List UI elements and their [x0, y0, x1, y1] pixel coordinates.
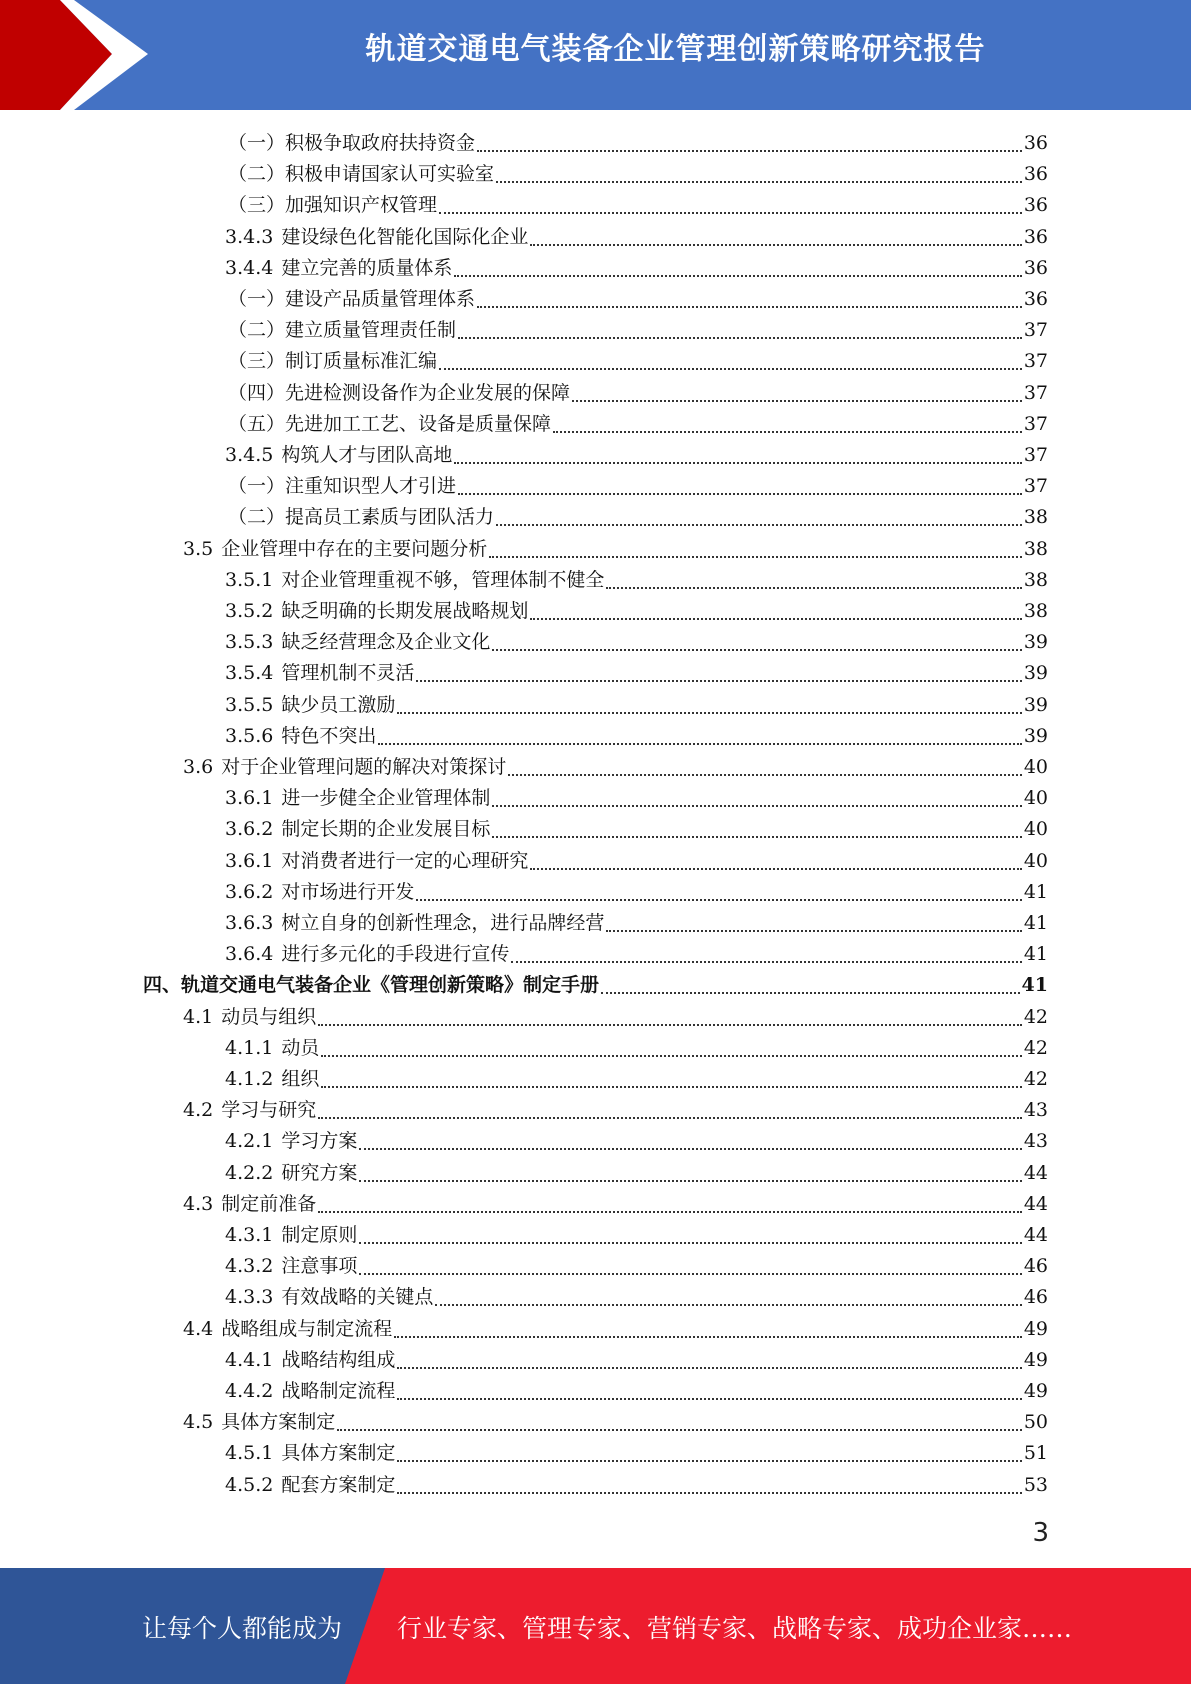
- toc-entry-number: 3.6.4: [225, 943, 274, 965]
- toc-dot-leader: [454, 275, 1021, 277]
- page-number: 3: [1032, 1518, 1049, 1548]
- toc-entry[interactable]: [183, 1314, 1048, 1345]
- toc-entry[interactable]: [225, 222, 1048, 253]
- toc-entry-title: 缺乏明确的长期发展战略规划: [281, 600, 529, 622]
- toc-dot-leader: [321, 1086, 1021, 1088]
- toc-entry-title: 战略制定流程: [281, 1380, 396, 1402]
- toc-entry[interactable]: [225, 1064, 1048, 1095]
- toc-entry[interactable]: [228, 346, 1048, 377]
- toc-entry-number: 4.5: [183, 1411, 214, 1433]
- toc-entry[interactable]: [228, 128, 1048, 159]
- toc-entry-page: 41: [1023, 943, 1048, 965]
- toc-entry-number: 4.2: [183, 1099, 214, 1121]
- footer-slogan-left: 让每个人都能成为: [142, 1614, 343, 1643]
- toc-entry-page: 39: [1023, 725, 1048, 747]
- toc-entry[interactable]: [225, 565, 1048, 596]
- toc-entry-number: 4.4.1: [225, 1349, 274, 1371]
- toc-entry-title: 缺乏经营理念及企业文化: [281, 631, 491, 653]
- toc-entry-title: 特色不突出: [281, 725, 377, 747]
- toc-entry-number: 3.6: [183, 756, 214, 778]
- toc-entry-title: 对于企业管理问题的解决对策探讨: [221, 756, 507, 778]
- toc-entry[interactable]: [183, 1002, 1048, 1033]
- toc-entry-title: （五）先进加工工艺、设备是质量保障: [228, 413, 552, 435]
- toc-dot-leader: [530, 244, 1021, 246]
- toc-dot-leader: [458, 337, 1022, 339]
- toc-entry-number: 4.4: [183, 1318, 214, 1340]
- toc-entry-number: 3.4.3: [225, 226, 274, 248]
- toc-dot-leader: [397, 1398, 1021, 1400]
- toc-entry[interactable]: [225, 1345, 1048, 1376]
- toc-entry[interactable]: [183, 1095, 1048, 1126]
- toc-entry-title: 建立完善的质量体系: [281, 257, 453, 279]
- toc-dot-leader: [458, 493, 1022, 495]
- toc-entry[interactable]: [143, 970, 1048, 1001]
- toc-entry-page: 36: [1023, 163, 1048, 185]
- toc-entry-page: 37: [1023, 444, 1048, 466]
- toc-entry[interactable]: [225, 908, 1048, 939]
- toc-entry-page: 44: [1023, 1193, 1048, 1215]
- toc-dot-leader: [511, 961, 1021, 963]
- toc-entry-page: 38: [1023, 538, 1048, 560]
- toc-entry-title: （三）加强知识产权管理: [228, 194, 438, 216]
- toc-entry[interactable]: [228, 378, 1048, 409]
- toc-entry-number: 4.3.3: [225, 1286, 274, 1308]
- toc-entry-title: （四）先进检测设备作为企业发展的保障: [228, 382, 571, 404]
- toc-entry-number: 4.2.1: [225, 1130, 274, 1152]
- toc-dot-leader: [359, 1180, 1021, 1182]
- toc-entry-page: 42: [1023, 1068, 1048, 1090]
- toc-entry-page: 36: [1023, 132, 1048, 154]
- toc-entry-number: 4.3.2: [225, 1255, 274, 1277]
- toc-entry-page: 42: [1023, 1037, 1048, 1059]
- toc-entry-page: 37: [1023, 413, 1048, 435]
- toc-dot-leader: [530, 618, 1021, 620]
- toc-dot-leader: [337, 1429, 1022, 1431]
- toc-entry-title: 学习与研究: [221, 1099, 317, 1121]
- toc-entry-page: 39: [1023, 662, 1048, 684]
- toc-entry-number: 3.4.5: [225, 444, 274, 466]
- toc-dot-leader: [496, 524, 1022, 526]
- toc-entry-page: 42: [1023, 1006, 1048, 1028]
- toc-entry-page: 53: [1023, 1474, 1048, 1496]
- toc-entry-page: 43: [1023, 1099, 1048, 1121]
- toc-dot-leader: [359, 1148, 1021, 1150]
- toc-dot-leader: [492, 836, 1021, 838]
- toc-entry[interactable]: [225, 1438, 1048, 1469]
- toc-entry-number: 3.5.2: [225, 600, 274, 622]
- toc-entry-title: 组织: [281, 1068, 320, 1090]
- toc-entry-title: 对消费者进行一定的心理研究: [281, 850, 529, 872]
- toc-entry-number: 4.4.2: [225, 1380, 274, 1402]
- toc-entry[interactable]: [225, 1220, 1048, 1251]
- toc-entry-page: 39: [1023, 631, 1048, 653]
- toc-entry[interactable]: [228, 159, 1048, 190]
- toc-entry[interactable]: [225, 627, 1048, 658]
- page-header: [0, 0, 1191, 110]
- toc-dot-leader: [318, 1117, 1022, 1119]
- toc-entry-title: （二）建立质量管理责任制: [228, 319, 457, 341]
- toc-entry[interactable]: [225, 658, 1048, 689]
- toc-entry[interactable]: [183, 1189, 1048, 1220]
- toc-entry-number: 3.6.3: [225, 912, 274, 934]
- toc-entry-title: 具体方案制定: [221, 1411, 336, 1433]
- toc-entry-title: （一）建设产品质量管理体系: [228, 288, 476, 310]
- toc-entry-title: 动员与组织: [221, 1006, 317, 1028]
- toc-entry-page: 49: [1023, 1318, 1048, 1340]
- toc-entry-title: 缺少员工激励: [281, 694, 396, 716]
- toc-dot-leader: [318, 1024, 1022, 1026]
- toc-entry[interactable]: [225, 877, 1048, 908]
- toc-entry-title: （一）积极争取政府扶持资金: [228, 132, 476, 154]
- toc-entry-page: 40: [1023, 850, 1048, 872]
- toc-entry-number: 3.4.4: [225, 257, 274, 279]
- toc-entry-number: 3.6.2: [225, 881, 274, 903]
- toc-entry[interactable]: [225, 846, 1048, 877]
- toc-entry-title: （二）积极申请国家认可实验室: [228, 163, 495, 185]
- toc-entry-title: 配套方案制定: [281, 1474, 396, 1496]
- toc-entry-title: 对市场进行开发: [281, 881, 415, 903]
- toc-entry-title: 构筑人才与团队高地: [281, 444, 453, 466]
- toc-entry[interactable]: [225, 783, 1048, 814]
- toc-entry-page: 40: [1023, 787, 1048, 809]
- toc-dot-leader: [606, 587, 1021, 589]
- toc-dot-leader: [397, 1492, 1021, 1494]
- toc-entry-number: 4.3: [183, 1193, 214, 1215]
- toc-entry[interactable]: [183, 1407, 1048, 1438]
- toc-dot-leader: [397, 1460, 1021, 1462]
- toc-entry-title: 进一步健全企业管理体制: [281, 787, 491, 809]
- toc-entry[interactable]: [228, 409, 1048, 440]
- toc-entry[interactable]: [228, 471, 1048, 502]
- toc-entry-page: 50: [1023, 1411, 1048, 1433]
- toc-entry[interactable]: [228, 284, 1048, 315]
- toc-entry-page: 36: [1023, 194, 1048, 216]
- toc-dot-leader: [318, 1211, 1022, 1213]
- toc-entry[interactable]: [228, 315, 1048, 346]
- header-chevron-graphic: [0, 0, 160, 110]
- toc-dot-leader: [572, 400, 1022, 402]
- toc-entry-number: 3.5: [183, 538, 214, 560]
- toc-entry-title: 注意事项: [281, 1255, 358, 1277]
- toc-entry-title: 学习方案: [281, 1130, 358, 1152]
- toc-dot-leader: [492, 805, 1021, 807]
- toc-entry-number: 3.5.1: [225, 569, 274, 591]
- toc-entry-page: 40: [1023, 756, 1048, 778]
- toc-entry-title: （二）提高员工素质与团队活力: [228, 506, 495, 528]
- header-title: 轨道交通电气装备企业管理创新策略研究报告: [365, 32, 986, 67]
- toc-entry[interactable]: [225, 814, 1048, 845]
- toc-entry-title: 战略结构组成: [281, 1349, 396, 1371]
- toc-entry-title: 具体方案制定: [281, 1442, 396, 1464]
- toc-entry[interactable]: [225, 1033, 1048, 1064]
- toc-dot-leader: [416, 680, 1021, 682]
- toc-dot-leader: [606, 930, 1021, 932]
- toc-entry-page: 38: [1023, 600, 1048, 622]
- toc-dot-leader: [601, 992, 1020, 994]
- toc-entry-page: 37: [1023, 382, 1048, 404]
- toc-entry[interactable]: [228, 502, 1048, 533]
- toc-entry-title: 对企业管理重视不够，管理体制不健全: [281, 569, 605, 591]
- toc-dot-leader: [416, 899, 1021, 901]
- toc-entry[interactable]: [225, 1126, 1048, 1157]
- toc-entry-page: 41: [1023, 881, 1048, 903]
- toc-entry[interactable]: [183, 534, 1048, 565]
- toc-entry[interactable]: [225, 721, 1048, 752]
- toc-dot-leader: [508, 774, 1022, 776]
- toc-entry[interactable]: [183, 752, 1048, 783]
- toc-entry-page: 38: [1023, 506, 1048, 528]
- toc-entry-title: 制定长期的企业发展目标: [281, 818, 491, 840]
- toc-dot-leader: [435, 1304, 1021, 1306]
- toc-dot-leader: [439, 368, 1022, 370]
- toc-entry-number: 3.5.5: [225, 694, 274, 716]
- toc-dot-leader: [378, 743, 1021, 745]
- toc-entry-page: 37: [1023, 319, 1048, 341]
- toc-dot-leader: [394, 1336, 1022, 1338]
- toc-entry-title: 制定原则: [281, 1224, 358, 1246]
- toc-entry[interactable]: [225, 253, 1048, 284]
- toc-entry[interactable]: [225, 1282, 1048, 1313]
- toc-entry-page: 36: [1023, 288, 1048, 310]
- toc-entry-number: 4.1: [183, 1006, 214, 1028]
- toc-entry-title: 进行多元化的手段进行宣传: [281, 943, 510, 965]
- toc-entry-title: 有效战略的关键点: [281, 1286, 434, 1308]
- toc-entry-page: 37: [1023, 475, 1048, 497]
- toc-dot-leader: [397, 1367, 1021, 1369]
- toc-entry-title: 研究方案: [281, 1162, 358, 1184]
- toc-entry-page: 41: [1021, 974, 1048, 996]
- toc-entry-page: 49: [1023, 1380, 1048, 1402]
- toc-entry[interactable]: [225, 1376, 1048, 1407]
- toc-entry[interactable]: [225, 690, 1048, 721]
- toc-entry-page: 36: [1023, 257, 1048, 279]
- toc-entry-title: （三）制订质量标准汇编: [228, 350, 438, 372]
- toc-entry-title: 战略组成与制定流程: [221, 1318, 393, 1340]
- toc-entry-number: 4.5.1: [225, 1442, 274, 1464]
- toc-entry-page: 38: [1023, 569, 1048, 591]
- toc-entry-number: 3.5.4: [225, 662, 274, 684]
- toc-entry-number: 3.6.1: [225, 850, 274, 872]
- footer-slogan-right: 行业专家、管理专家、营销专家、战略专家、成功企业家……: [397, 1614, 1073, 1643]
- toc-entry-number: 3.5.6: [225, 725, 274, 747]
- toc-dot-leader: [489, 556, 1022, 558]
- toc-entry-page: 43: [1023, 1130, 1048, 1152]
- toc-entry-title: 树立自身的创新性理念，进行品牌经营: [281, 912, 605, 934]
- toc-entry-title: 管理机制不灵活: [281, 662, 415, 684]
- toc-entry-number: 3.6.2: [225, 818, 274, 840]
- toc-entry-number: 4.5.2: [225, 1474, 274, 1496]
- toc-entry-page: 44: [1023, 1224, 1048, 1246]
- toc-entry[interactable]: [225, 1158, 1048, 1189]
- toc-entry[interactable]: [225, 939, 1048, 970]
- toc-dot-leader: [530, 868, 1021, 870]
- toc-entry-number: 4.1.1: [225, 1037, 274, 1059]
- toc-entry[interactable]: [225, 440, 1048, 471]
- toc-dot-leader: [359, 1273, 1021, 1275]
- toc-entry-page: 37: [1023, 350, 1048, 372]
- toc-entry-page: 51: [1023, 1442, 1048, 1464]
- toc-entry-title: 四、轨道交通电气装备企业《管理创新策略》制定手册: [143, 974, 600, 996]
- toc-entry[interactable]: [225, 596, 1048, 627]
- toc-entry[interactable]: [228, 190, 1048, 221]
- toc-entry-title: 动员: [281, 1037, 320, 1059]
- toc-dot-leader: [454, 462, 1021, 464]
- toc-dot-leader: [496, 181, 1022, 183]
- toc-entry-title: 制定前准备: [221, 1193, 317, 1215]
- toc-entry-page: 46: [1023, 1286, 1048, 1308]
- toc-entry-title: 企业管理中存在的主要问题分析: [221, 538, 488, 560]
- toc-entry-page: 46: [1023, 1255, 1048, 1277]
- toc-dot-leader: [492, 649, 1021, 651]
- toc-dot-leader: [553, 431, 1022, 433]
- toc-entry-page: 39: [1023, 694, 1048, 716]
- page-footer: [0, 1568, 1191, 1684]
- toc-entry-page: 41: [1023, 912, 1048, 934]
- toc-entry-title: （一）注重知识型人才引进: [228, 475, 457, 497]
- toc-entry[interactable]: [225, 1251, 1048, 1282]
- toc-entry-page: 36: [1023, 226, 1048, 248]
- toc-entry-page: 44: [1023, 1162, 1048, 1184]
- toc-dot-leader: [477, 306, 1022, 308]
- toc-dot-leader: [359, 1242, 1021, 1244]
- toc-dot-leader: [477, 150, 1022, 152]
- toc-entry-number: 4.3.1: [225, 1224, 274, 1246]
- toc-dot-leader: [439, 212, 1022, 214]
- toc-entry-number: 3.6.1: [225, 787, 274, 809]
- toc-entry-page: 40: [1023, 818, 1048, 840]
- toc-dot-leader: [321, 1055, 1021, 1057]
- toc-entry-number: 4.2.2: [225, 1162, 274, 1184]
- toc-entry-number: 4.1.2: [225, 1068, 274, 1090]
- toc-entry[interactable]: [225, 1470, 1048, 1501]
- toc-entry-title: 建设绿色化智能化国际化企业: [281, 226, 529, 248]
- toc-dot-leader: [397, 712, 1021, 714]
- toc-entry-page: 49: [1023, 1349, 1048, 1371]
- toc-entry-number: 3.5.3: [225, 631, 274, 653]
